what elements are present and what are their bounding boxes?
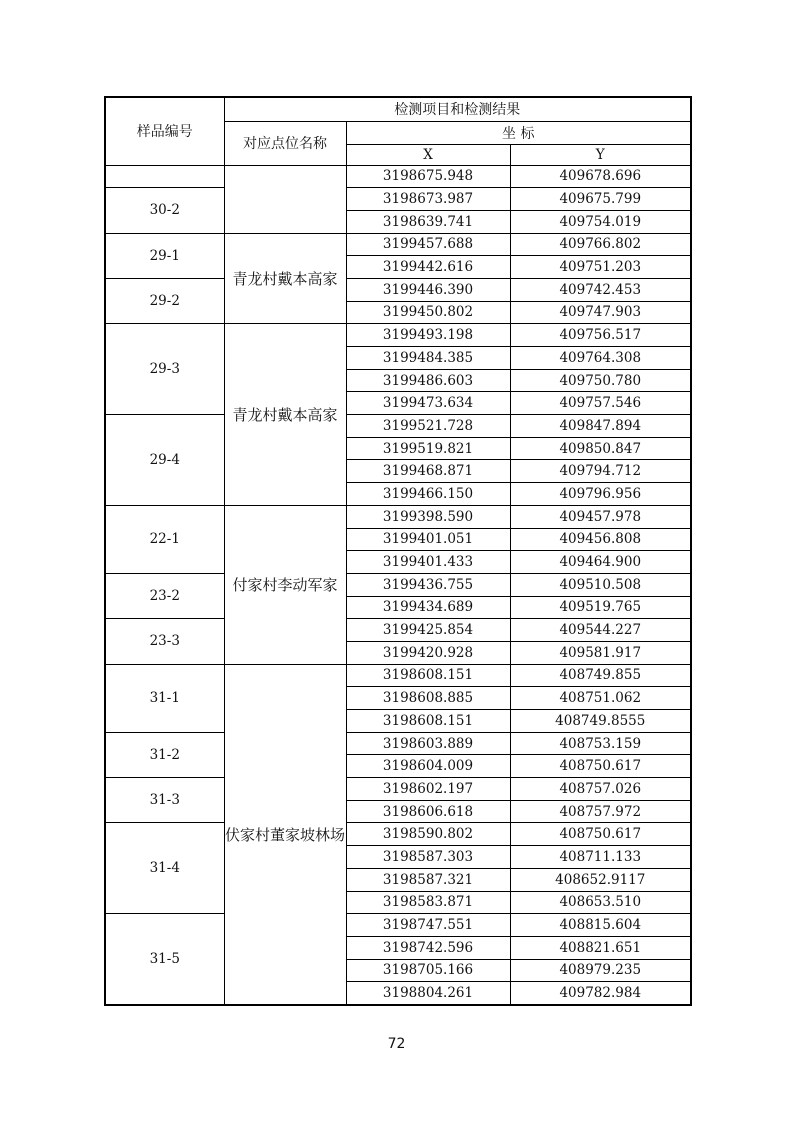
coord-y-cell: 409519.765 xyxy=(510,596,691,619)
coord-x-cell: 3199519.821 xyxy=(346,437,510,460)
table-row xyxy=(105,505,691,528)
coord-y-cell: 409457.978 xyxy=(510,505,691,528)
coord-x-cell: 3198603.889 xyxy=(346,732,510,755)
coord-x-cell: 3199446.390 xyxy=(346,278,510,301)
sample-id-cell: 30-2 xyxy=(105,188,224,233)
coord-y-cell: 408757.972 xyxy=(510,800,691,823)
coord-x-cell: 3199468.871 xyxy=(346,460,510,483)
coord-y-cell: 409742.453 xyxy=(510,278,691,301)
table-row xyxy=(105,914,691,937)
header-site-name: 对应点位名称 xyxy=(224,121,346,165)
table-header xyxy=(105,97,691,165)
coord-y-cell: 409782.984 xyxy=(510,982,691,1005)
coord-x-cell: 3198606.618 xyxy=(346,800,510,823)
coord-x-cell: 3198639.741 xyxy=(346,210,510,233)
coord-x-cell: 3198608.151 xyxy=(346,710,510,733)
table-row xyxy=(105,278,691,301)
table-row xyxy=(105,823,691,846)
coord-x-cell: 3198675.948 xyxy=(346,165,510,188)
sample-id-cell: 29-2 xyxy=(105,278,224,323)
coord-y-cell: 408979.235 xyxy=(510,959,691,982)
sample-id-cell: 23-3 xyxy=(105,619,224,664)
coord-x-cell: 3199442.616 xyxy=(346,256,510,279)
sample-id-cell: 22-1 xyxy=(105,505,224,573)
coord-x-cell: 3199420.928 xyxy=(346,641,510,664)
coord-y-cell: 409766.802 xyxy=(510,233,691,256)
header-x: X xyxy=(346,144,510,165)
coord-y-cell: 409796.956 xyxy=(510,483,691,506)
table-row xyxy=(105,165,691,188)
coord-x-cell: 3198673.987 xyxy=(346,188,510,211)
header-results: 检测项目和检测结果 xyxy=(224,97,691,121)
coord-y-cell: 409747.903 xyxy=(510,301,691,324)
sample-id-cell: 23-2 xyxy=(105,573,224,618)
sample-id-cell: 29-3 xyxy=(105,324,224,415)
coord-x-cell: 3198705.166 xyxy=(346,959,510,982)
table-row xyxy=(105,233,691,256)
coord-x-cell: 3199434.689 xyxy=(346,596,510,619)
coord-x-cell: 3199486.603 xyxy=(346,369,510,392)
site-name-cell: 青龙村戴本高家 xyxy=(224,233,346,324)
site-name-cell: 青龙村戴本高家 xyxy=(224,324,346,506)
coord-y-cell: 408750.617 xyxy=(510,755,691,778)
coord-y-cell: 409581.917 xyxy=(510,641,691,664)
coord-x-cell: 3198742.596 xyxy=(346,936,510,959)
coord-y-cell: 409510.508 xyxy=(510,573,691,596)
coord-x-cell: 3199521.728 xyxy=(346,415,510,438)
coord-y-cell: 409754.019 xyxy=(510,210,691,233)
sample-id-cell xyxy=(105,165,224,188)
coord-y-cell: 409675.799 xyxy=(510,188,691,211)
coord-y-cell: 408815.604 xyxy=(510,914,691,937)
coord-x-cell: 3198604.009 xyxy=(346,755,510,778)
sample-id-cell: 31-3 xyxy=(105,778,224,823)
sample-id-cell: 29-1 xyxy=(105,233,224,278)
coord-x-cell: 3198804.261 xyxy=(346,982,510,1005)
coord-x-cell: 3199436.755 xyxy=(346,573,510,596)
coord-x-cell: 3199473.634 xyxy=(346,392,510,415)
page-number: 72 xyxy=(387,1036,406,1052)
coord-y-cell: 409850.847 xyxy=(510,437,691,460)
coord-y-cell: 409757.546 xyxy=(510,392,691,415)
header-sample-id: 样品编号 xyxy=(105,97,224,165)
coord-x-cell: 3198587.303 xyxy=(346,846,510,869)
coord-x-cell: 3199398.590 xyxy=(346,505,510,528)
table-row xyxy=(105,573,691,596)
coord-x-cell: 3198608.885 xyxy=(346,687,510,710)
sample-id-cell: 31-1 xyxy=(105,664,224,732)
coord-x-cell: 3198602.197 xyxy=(346,778,510,801)
coord-y-cell: 408711.133 xyxy=(510,846,691,869)
coord-y-cell: 408750.617 xyxy=(510,823,691,846)
coord-x-cell: 3198608.151 xyxy=(346,664,510,687)
table-row xyxy=(105,188,691,211)
coord-y-cell: 409794.712 xyxy=(510,460,691,483)
coord-x-cell: 3198590.802 xyxy=(346,823,510,846)
coord-y-cell: 408749.8555 xyxy=(510,710,691,733)
coord-y-cell: 408749.855 xyxy=(510,664,691,687)
coord-y-cell: 408753.159 xyxy=(510,732,691,755)
coord-y-cell: 409544.227 xyxy=(510,619,691,642)
coord-x-cell: 3199401.051 xyxy=(346,528,510,551)
table-row xyxy=(105,415,691,438)
coord-y-cell: 409751.203 xyxy=(510,256,691,279)
coord-x-cell: 3199425.854 xyxy=(346,619,510,642)
table-row xyxy=(105,732,691,755)
coord-x-cell: 3199466.150 xyxy=(346,483,510,506)
coord-x-cell: 3198587.321 xyxy=(346,868,510,891)
coord-x-cell: 3199484.385 xyxy=(346,347,510,370)
coord-x-cell: 3198747.551 xyxy=(346,914,510,937)
coord-y-cell: 409464.900 xyxy=(510,551,691,574)
coord-y-cell: 409847.894 xyxy=(510,415,691,438)
table-row xyxy=(105,664,691,687)
coord-x-cell: 3199450.802 xyxy=(346,301,510,324)
coord-y-cell: 408653.510 xyxy=(510,891,691,914)
coord-x-cell: 3199457.688 xyxy=(346,233,510,256)
coord-x-cell: 3199493.198 xyxy=(346,324,510,347)
table-row xyxy=(105,619,691,642)
table-row xyxy=(105,324,691,347)
header-coordinates: 坐 标 xyxy=(346,121,691,144)
site-name-cell: 伏家村董家坡林场 xyxy=(224,664,346,1005)
coord-x-cell: 3199401.433 xyxy=(346,551,510,574)
coord-y-cell: 409456.808 xyxy=(510,528,691,551)
sample-id-cell: 31-2 xyxy=(105,732,224,777)
table-row xyxy=(105,778,691,801)
coord-y-cell: 409750.780 xyxy=(510,369,691,392)
sample-id-cell: 31-5 xyxy=(105,914,224,1005)
sample-id-cell: 29-4 xyxy=(105,415,224,506)
coord-y-cell: 409764.308 xyxy=(510,347,691,370)
coord-y-cell: 408751.062 xyxy=(510,687,691,710)
table-body xyxy=(105,165,691,1005)
sample-coordinates-table xyxy=(104,96,692,1006)
coord-y-cell: 408757.026 xyxy=(510,778,691,801)
site-name-cell xyxy=(224,165,346,233)
coord-y-cell: 408652.9117 xyxy=(510,868,691,891)
header-y: Y xyxy=(510,144,691,165)
coord-y-cell: 409678.696 xyxy=(510,165,691,188)
site-name-cell: 付家村李动军家 xyxy=(224,505,346,664)
coord-y-cell: 409756.517 xyxy=(510,324,691,347)
coord-y-cell: 408821.651 xyxy=(510,936,691,959)
coord-x-cell: 3198583.871 xyxy=(346,891,510,914)
sample-id-cell: 31-4 xyxy=(105,823,224,914)
